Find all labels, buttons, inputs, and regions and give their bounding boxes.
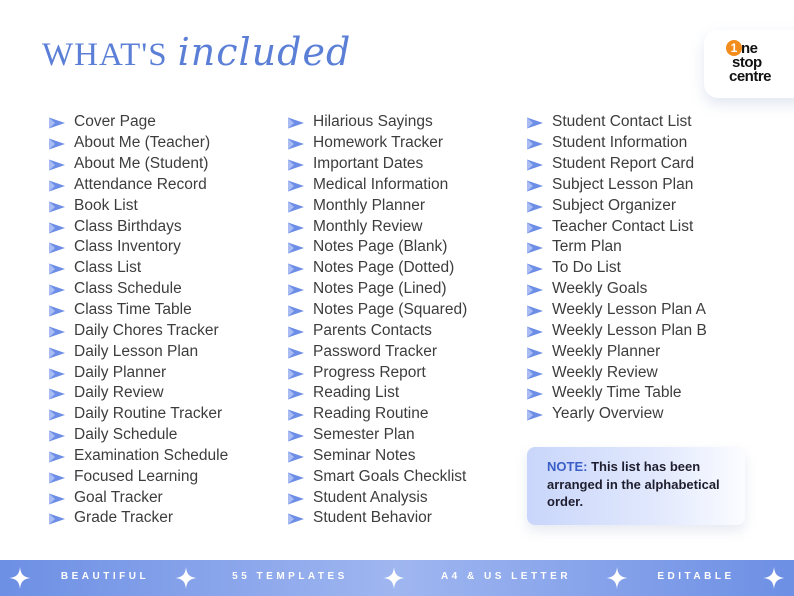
list-item-label: Daily Lesson Plan	[74, 342, 199, 360]
triangle-play-icon	[526, 408, 544, 420]
triangle-play-icon	[287, 200, 305, 212]
list-item	[287, 383, 467, 404]
list-item-label: Reading List	[313, 384, 400, 402]
list-item-label: Examination Schedule	[74, 446, 229, 464]
list-item	[287, 300, 467, 321]
list-item	[526, 133, 707, 154]
list-item	[48, 320, 228, 341]
triangle-play-icon	[287, 367, 305, 379]
list-item	[526, 112, 707, 133]
triangle-play-icon	[48, 137, 66, 149]
triangle-play-icon	[526, 241, 544, 253]
triangle-play-icon	[526, 158, 544, 170]
triangle-play-icon	[287, 387, 305, 399]
triangle-play-icon	[48, 241, 66, 253]
footer-feature-label: 55 TEMPLATES	[232, 571, 348, 582]
title-caps: WHAT'S	[42, 37, 168, 73]
triangle-play-icon	[526, 304, 544, 316]
list-item-label: Yearly Overview	[552, 405, 664, 423]
list-item-label: Notes Page (Blank)	[313, 238, 448, 256]
list-item	[287, 195, 467, 216]
list-item	[287, 446, 467, 467]
triangle-play-icon	[48, 262, 66, 274]
sparkle-icon	[174, 566, 198, 590]
triangle-play-icon	[526, 367, 544, 379]
template-list-column-3	[526, 112, 707, 425]
list-item	[48, 487, 228, 508]
list-item-label: Daily Routine Tracker	[74, 405, 223, 423]
triangle-play-icon	[287, 241, 305, 253]
triangle-play-icon	[287, 179, 305, 191]
list-item	[287, 154, 467, 175]
list-item-label: Daily Review	[74, 384, 164, 402]
note-label: NOTE:	[547, 459, 588, 474]
triangle-play-icon	[287, 304, 305, 316]
list-item-label: Parents Contacts	[313, 321, 432, 339]
list-item	[48, 508, 228, 529]
list-item	[526, 154, 707, 175]
list-item	[526, 341, 707, 362]
note-text: This list has been arranged in the alphabetical order.	[547, 459, 720, 509]
list-item-label: Weekly Time Table	[552, 384, 682, 402]
list-item-label: Class Time Table	[74, 301, 192, 319]
logo-number-icon: 1	[726, 40, 742, 56]
list-item	[287, 112, 467, 133]
triangle-play-icon	[287, 137, 305, 149]
triangle-play-icon	[48, 283, 66, 295]
template-list-column-2	[287, 112, 467, 529]
list-item-label: Attendance Record	[74, 175, 207, 193]
logo-line-2: stop	[732, 54, 762, 71]
sparkle-icon	[8, 566, 32, 590]
list-item-label: Class Inventory	[74, 238, 181, 256]
list-item-label: Student Analysis	[313, 488, 428, 506]
list-item	[48, 425, 228, 446]
list-item-label: Hilarious Sayings	[313, 113, 433, 131]
list-item	[48, 154, 228, 175]
list-item-label: Notes Page (Squared)	[313, 301, 468, 319]
list-item-label: Grade Tracker	[74, 509, 174, 527]
list-item-label: To Do List	[552, 259, 621, 277]
list-item	[287, 341, 467, 362]
list-item	[48, 383, 228, 404]
list-item-label: Student Report Card	[552, 155, 695, 173]
list-item-label: Homework Tracker	[313, 134, 444, 152]
triangle-play-icon	[526, 283, 544, 295]
triangle-play-icon	[287, 346, 305, 358]
triangle-play-icon	[287, 512, 305, 524]
list-item-label: Important Dates	[313, 155, 424, 173]
list-item-label: Book List	[74, 196, 138, 214]
triangle-play-icon	[287, 158, 305, 170]
list-item-label: Daily Schedule	[74, 426, 178, 444]
list-item	[48, 446, 228, 467]
list-item	[48, 195, 228, 216]
triangle-play-icon	[526, 325, 544, 337]
triangle-play-icon	[48, 346, 66, 358]
triangle-play-icon	[287, 221, 305, 233]
list-item-label: Class List	[74, 259, 142, 277]
footer-feature-label: A4 & US LETTER	[440, 571, 572, 582]
list-item-label: Subject Lesson Plan	[552, 175, 694, 193]
triangle-play-icon	[48, 471, 66, 483]
triangle-play-icon	[526, 262, 544, 274]
list-item-label: Notes Page (Dotted)	[313, 259, 455, 277]
sparkle-icon	[382, 566, 406, 590]
list-item-label: Weekly Planner	[552, 342, 661, 360]
footer-feature-label: BEAUTIFUL	[60, 571, 150, 582]
triangle-play-icon	[287, 325, 305, 337]
list-item-label: Daily Planner	[74, 363, 167, 381]
triangle-play-icon	[526, 179, 544, 191]
list-item-label: Teacher Contact List	[552, 217, 694, 235]
triangle-play-icon	[526, 200, 544, 212]
list-item	[526, 320, 707, 341]
list-item-label: Seminar Notes	[313, 446, 416, 464]
triangle-play-icon	[287, 492, 305, 504]
list-item-label: Weekly Goals	[552, 280, 648, 298]
list-item-label: Class Birthdays	[74, 217, 182, 235]
list-item	[48, 133, 228, 154]
list-item	[48, 175, 228, 196]
list-item	[526, 237, 707, 258]
list-item-label: Goal Tracker	[74, 488, 163, 506]
list-item-label: Student Behavior	[313, 509, 432, 527]
triangle-play-icon	[48, 221, 66, 233]
list-item	[526, 300, 707, 321]
triangle-play-icon	[48, 512, 66, 524]
list-item	[287, 404, 467, 425]
triangle-play-icon	[48, 408, 66, 420]
list-item	[48, 341, 228, 362]
list-item-label: Monthly Planner	[313, 196, 426, 214]
list-item-label: Notes Page (Lined)	[313, 280, 447, 298]
triangle-play-icon	[48, 387, 66, 399]
triangle-play-icon	[526, 346, 544, 358]
list-item-label: Class Schedule	[74, 280, 182, 298]
list-item	[526, 195, 707, 216]
list-item-label: About Me (Teacher)	[74, 134, 211, 152]
triangle-play-icon	[287, 408, 305, 420]
list-item	[48, 237, 228, 258]
title-script: included	[177, 30, 352, 74]
list-item	[48, 362, 228, 383]
list-item	[48, 112, 228, 133]
list-item	[526, 279, 707, 300]
logo-line-1: ne	[741, 40, 758, 57]
template-list-column-1	[48, 112, 228, 529]
triangle-play-icon	[526, 387, 544, 399]
note-box	[527, 447, 745, 525]
list-item-label: Monthly Review	[313, 217, 423, 235]
list-item-label: Progress Report	[313, 363, 426, 381]
triangle-play-icon	[48, 179, 66, 191]
triangle-play-icon	[48, 325, 66, 337]
list-item-label: Medical Information	[313, 175, 449, 193]
list-item-label: Student Information	[552, 134, 688, 152]
brand-logo	[726, 40, 788, 86]
list-item-label: Student Contact List	[552, 113, 692, 131]
triangle-play-icon	[48, 450, 66, 462]
triangle-play-icon	[526, 116, 544, 128]
list-item-label: Weekly Lesson Plan B	[552, 321, 707, 339]
sparkle-icon	[605, 566, 629, 590]
list-item	[287, 320, 467, 341]
list-item	[287, 466, 467, 487]
triangle-play-icon	[48, 200, 66, 212]
list-item	[48, 404, 228, 425]
page-title	[42, 30, 351, 80]
triangle-play-icon	[287, 429, 305, 441]
list-item	[526, 404, 707, 425]
list-item-label: Daily Chores Tracker	[74, 321, 219, 339]
list-item	[48, 466, 228, 487]
list-item	[287, 279, 467, 300]
list-item	[287, 487, 467, 508]
triangle-play-icon	[287, 116, 305, 128]
list-item	[526, 362, 707, 383]
list-item	[48, 279, 228, 300]
logo-line-3: centre	[729, 68, 772, 85]
list-item-label: Weekly Review	[552, 363, 658, 381]
footer-banner	[0, 560, 794, 596]
list-item	[287, 508, 467, 529]
triangle-play-icon	[48, 367, 66, 379]
triangle-play-icon	[48, 429, 66, 441]
list-item	[287, 237, 467, 258]
list-item-label: Semester Plan	[313, 426, 415, 444]
triangle-play-icon	[526, 221, 544, 233]
triangle-play-icon	[287, 450, 305, 462]
list-item-label: Term Plan	[552, 238, 622, 256]
triangle-play-icon	[48, 492, 66, 504]
list-item	[526, 216, 707, 237]
triangle-play-icon	[287, 283, 305, 295]
triangle-play-icon	[48, 116, 66, 128]
list-item-label: Focused Learning	[74, 467, 199, 485]
list-item-label: About Me (Student)	[74, 155, 209, 173]
list-item	[526, 383, 707, 404]
triangle-play-icon	[526, 137, 544, 149]
list-item	[526, 258, 707, 279]
list-item	[287, 175, 467, 196]
list-item-label: Password Tracker	[313, 342, 438, 360]
list-item-label: Weekly Lesson Plan A	[552, 301, 706, 319]
list-item	[287, 258, 467, 279]
list-item	[287, 362, 467, 383]
list-item	[48, 258, 228, 279]
list-item	[48, 216, 228, 237]
list-item	[287, 216, 467, 237]
list-item-label: Smart Goals Checklist	[313, 467, 467, 485]
triangle-play-icon	[48, 158, 66, 170]
triangle-play-icon	[48, 304, 66, 316]
sparkle-icon	[762, 566, 786, 590]
triangle-play-icon	[287, 262, 305, 274]
list-item	[287, 425, 467, 446]
triangle-play-icon	[287, 471, 305, 483]
list-item	[287, 133, 467, 154]
list-item-label: Cover Page	[74, 113, 156, 131]
footer-feature-label: EDITABLE	[657, 571, 735, 582]
list-item-label: Subject Organizer	[552, 196, 677, 214]
list-item-label: Reading Routine	[313, 405, 429, 423]
list-item	[48, 300, 228, 321]
list-item	[526, 175, 707, 196]
